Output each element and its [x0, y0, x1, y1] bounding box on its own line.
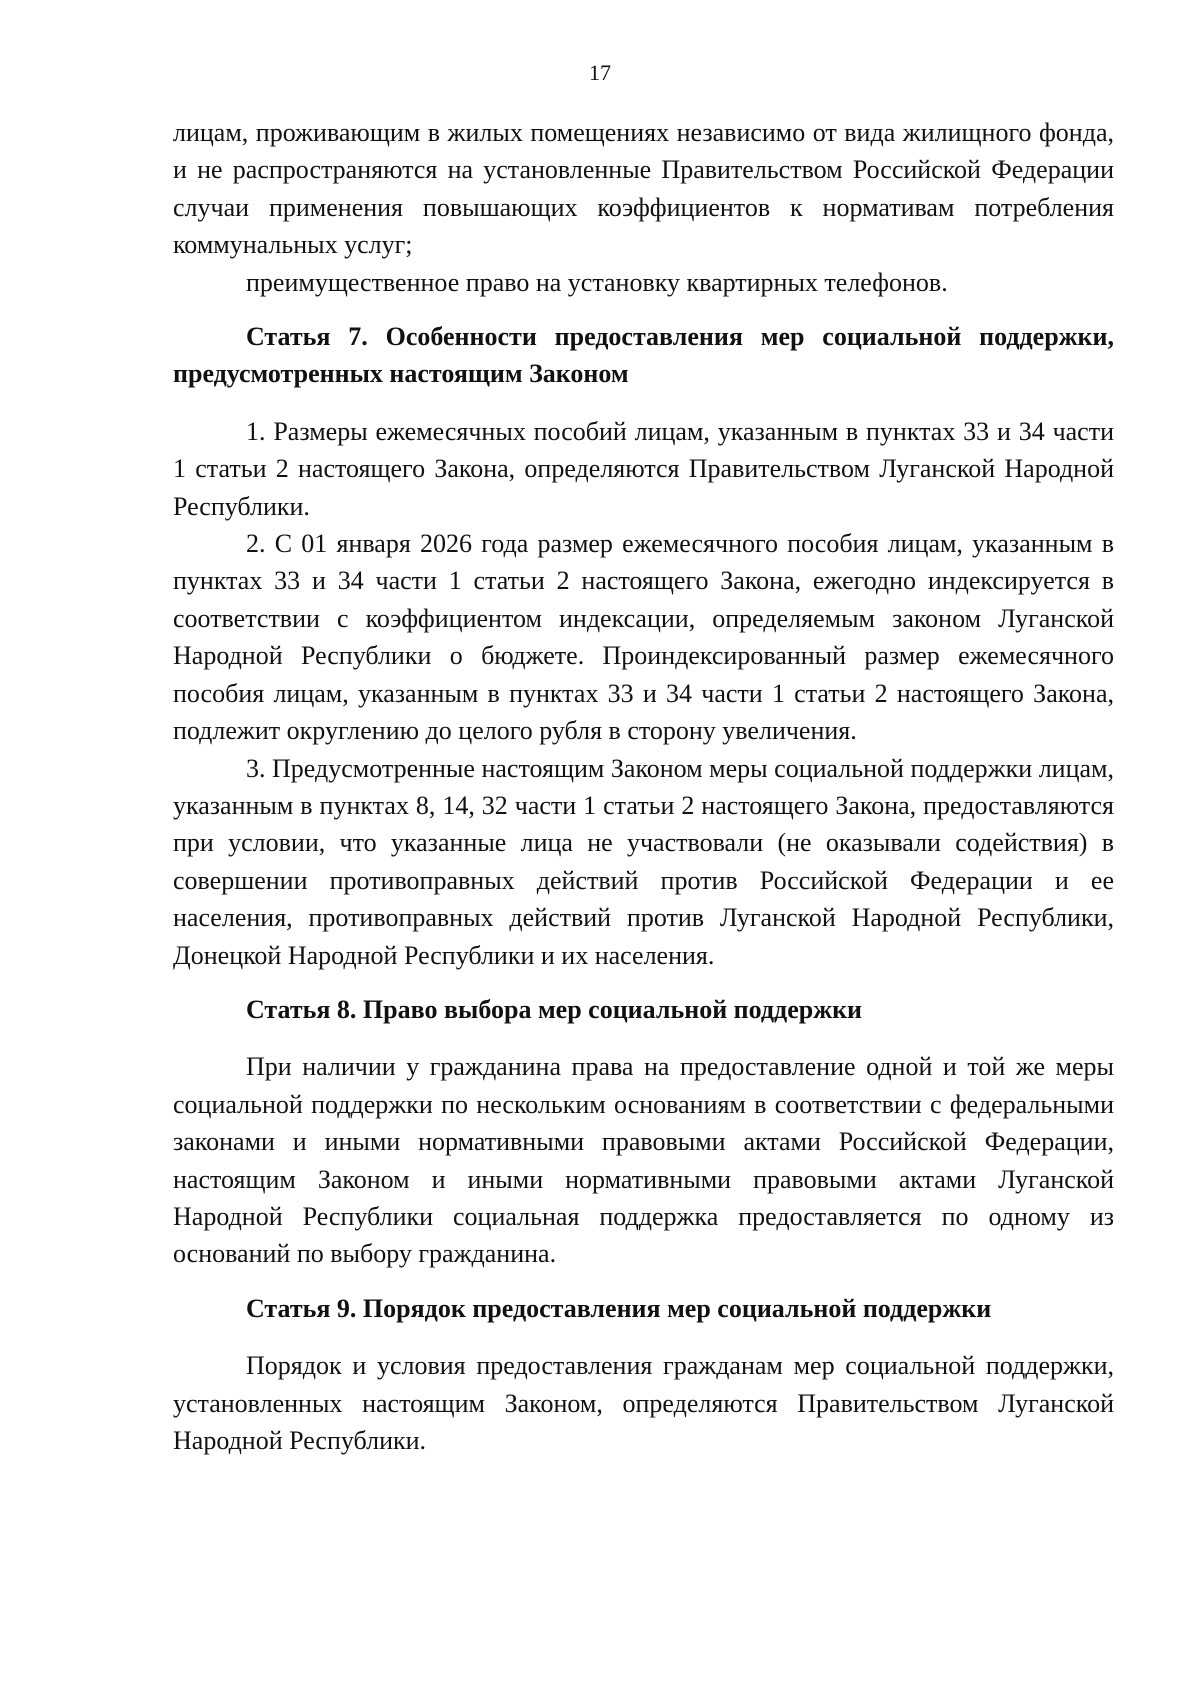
article-7-item-2: 2. С 01 января 2026 года размер ежемесячного пособия лицам, указанным в пунктах 33 и 34 части 1 статьи 2 настоящего Закона, ежегодно индексируется в соответствии с коэффициентом индексации, определяемым законом Луганской Народной Республики о бюджете. Проиндексированный размер ежемесячного пособия лицам, указанным в пунктах 33 и 34 части 1 статьи 2 настоящего Закона, подлежит округлению до целого рубля в сторону увеличения. — [173, 529, 1114, 746]
article-9-text: Порядок и условия предоставления гражданам мер социальной поддержки, установленных настоящим Законом, определяются Правительством Луганской Народной Республики. — [173, 1351, 1114, 1455]
continuation-paragraph: лицам, проживающим в жилых помещениях независимо от вида жилищного фонда, и не распространяются на установленные Правительством Российской Федерации случаи применения повышающих коэффициентов к нормативам потребления коммунальных услуг; — [173, 118, 1114, 260]
article-7-heading: Статья 7. Особенности предоставления мер социальной поддержки, предусмотренных настоящим Законом — [173, 322, 1114, 389]
article-7-item-3: 3. Предусмотренные настоящим Законом меры социальной поддержки лицам, указанным в пунктах 8, 14, 32 части 1 статьи 2 настоящего Закона, предоставляются при условии, что указанные лица не участвовали (не оказывали содействия) в совершении противоправных действий против Российской Федерации и ее населения, противоправных действий против Луганской Народной Республики, Донецкой Народной Республики и их населения. — [173, 753, 1114, 970]
article-7-item-1: 1. Размеры ежемесячных пособий лицам, указанным в пунктах 33 и 34 части 1 статьи 2 настоящего Закона, определяются Правительством Луганской Народной Республики. — [173, 416, 1114, 521]
article-8-heading: Статья 8. Право выбора мер социальной поддержки — [246, 994, 863, 1024]
page-number: 17 — [589, 60, 611, 85]
document-body — [173, 114, 1114, 1459]
phones-paragraph: преимущественное право на установку квартирных телефонов. — [246, 267, 948, 297]
article-8-text: При наличии у гражданина права на предоставление одной и той же меры социальной поддержки по нескольким основаниям в соответствии с федеральными законами и иными нормативными правовыми актами Российской Федерации, настоящим Законом и иными нормативными правовыми актами Луганской Народной Республики социальная поддержка предоставляется по одному из оснований по выбору гражданина. — [173, 1052, 1114, 1269]
article-9-heading: Статья 9. Порядок предоставления мер социальной поддержки — [246, 1293, 992, 1323]
